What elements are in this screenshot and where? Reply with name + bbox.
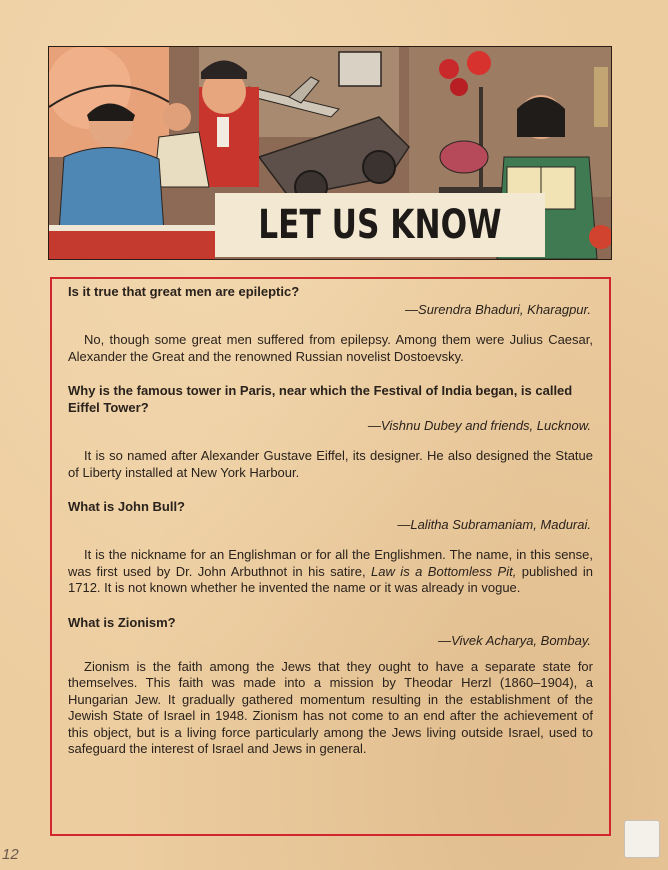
header-illustration	[48, 46, 612, 260]
asker-3: —Lalitha Subramaniam, Madurai.	[397, 517, 591, 532]
asker-2: —Vishnu Dubey and friends, Lucknow.	[367, 418, 591, 433]
watermark-stamp	[624, 820, 660, 858]
question-2: Why is the famous tower in Paris, near which the Festival of India began, is called Eiffel Tower?	[68, 383, 573, 415]
title-panel	[215, 193, 545, 257]
page-title: LET US KNOW	[258, 202, 502, 248]
answer-3	[68, 547, 593, 597]
satire-title: Law is a Bottomless Pit,	[371, 563, 517, 579]
answer-1: No, though some great men suffered from epilepsy. Among them were Julius Caesar, Alexander the Great and the renowned Russian novelist Dostoevsky.	[68, 332, 593, 364]
asker-1: —Surendra Bhaduri, Kharagpur.	[405, 302, 591, 317]
answer-3-pre: It is the nickname for an Englishman or for all the Englishmen. The name, in this sense, was first used by Dr. John Arbuthnot in his satire,	[68, 547, 593, 579]
answer-2: It is so named after Alexander Gustave Eiffel, its designer. He also designed the Statue of Liberty installed at New York Harbour.	[68, 448, 593, 480]
question-1: Is it true that great men are epileptic?	[68, 284, 300, 299]
answer-3-post: published in 1712. It is not known whether he invented the name or it was already in vogue.	[68, 563, 594, 595]
question-3: What is John Bull?	[68, 499, 185, 514]
page-number: 12	[2, 846, 19, 863]
question-4: What is Zionism?	[68, 614, 176, 630]
answer-4: Zionism is the faith among the Jews that they ought to have a separate state for themselves. This faith was made into a mission by Theodar Herzl (1860–1904), a Hungarian Jew. It gradually gathered momentum resulting in the establishment of the Jewish State of Israel in 1948. Zionism has not come to an end after the achievement of this object, but is a living force particularly among the Jews living outside Israel, used to safeguard the interest of Israel and Jews in general.	[68, 658, 593, 756]
qa-box	[50, 277, 611, 836]
asker-4: —Vivek Acharya, Bombay.	[438, 632, 591, 648]
